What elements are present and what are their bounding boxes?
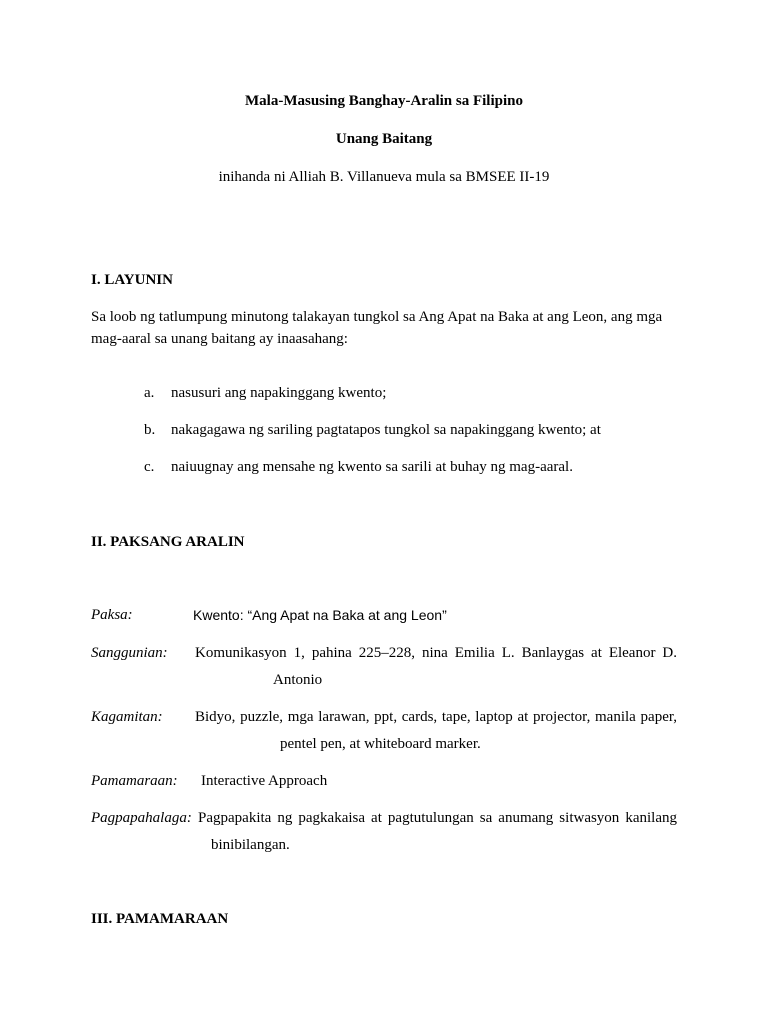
kagamitan-label: Kagamitan: (91, 709, 163, 725)
list-item-marker-c: c. (144, 459, 155, 475)
pagpapahalaga-label: Pagpapahalaga: (91, 810, 192, 826)
section-heading-pamamaraan: III. PAMAMARAAN (91, 911, 229, 927)
sanggunian-line1: Komunikasyon 1, pahina 225–228, nina Emilia L. Banlaygas at Eleanor D. (195, 645, 677, 661)
list-item-marker-a: a. (144, 385, 155, 401)
layunin-intro-line2: mag-aaral sa unang baitang ay inaasahang: (91, 331, 348, 347)
section-heading-layunin: I. LAYUNIN (91, 272, 173, 288)
paksa-label: Paksa: (91, 607, 133, 623)
pagpapahalaga-line2: binibilangan. (211, 837, 290, 853)
document-title: Mala-Masusing Banghay-Aralin sa Filipino (245, 93, 523, 109)
pamamaraan-label: Pamamaraan: (91, 773, 178, 789)
kagamitan-line2: pentel pen, at whiteboard marker. (280, 736, 481, 752)
kagamitan-line1: Bidyo, puzzle, mga larawan, ppt, cards, tape, laptop at projector, manila paper, (195, 709, 677, 725)
sanggunian-line2: Antonio (273, 672, 323, 688)
list-item-text-b: nakagagawa ng sariling pagtatapos tungkol sa napakinggang kwento; at (171, 422, 601, 438)
layunin-intro-line1: Sa loob ng tatlumpung minutong talakayan tungkol sa Ang Apat na Baka at ang Leon, ang mga (91, 309, 663, 325)
pamamaraan-value: Interactive Approach (201, 773, 328, 789)
list-item-text-c: naiuugnay ang mensahe ng kwento sa sarili at buhay ng mag-aaral. (171, 459, 573, 475)
author-line: inihanda ni Alliah B. Villanueva mula sa BMSEE II-19 (218, 169, 550, 185)
section-heading-paksang-aralin: II. PAKSANG ARALIN (91, 534, 245, 550)
list-item-marker-b: b. (144, 422, 156, 438)
grade-level: Unang Baitang (335, 131, 433, 147)
list-item-text-a: nasusuri ang napakinggang kwento; (171, 385, 387, 401)
paksa-value: Kwento: “Ang Apat na Baka at ang Leon” (193, 607, 447, 623)
pagpapahalaga-line1: Pagpapakita ng pagkakaisa at pagtutulungan sa anumang sitwasyon kanilang (198, 810, 677, 826)
sanggunian-label: Sanggunian: (91, 645, 168, 661)
